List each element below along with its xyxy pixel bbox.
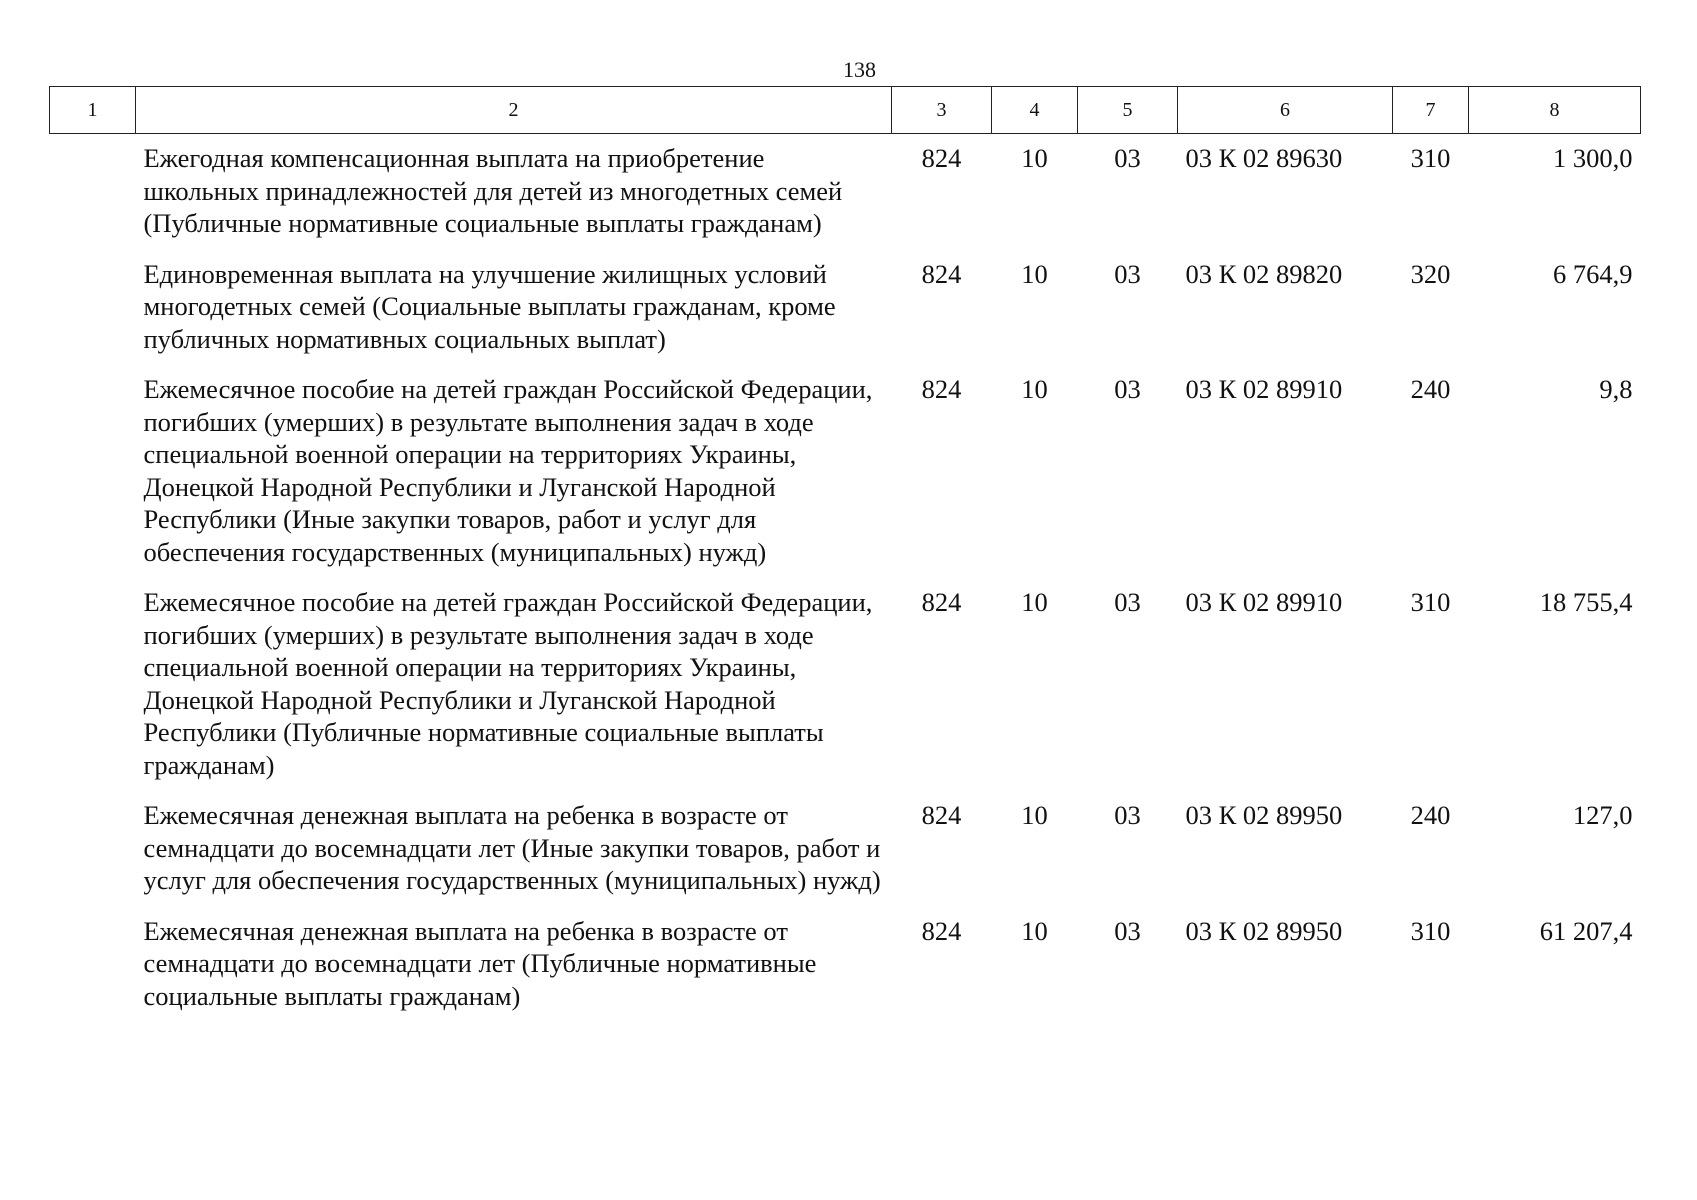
row-expense-type: 310 [1410, 915, 1451, 946]
row-ministry: 824 [921, 587, 962, 617]
row-target-article: 03 К 02 89910 [1185, 587, 1343, 617]
row-col1 [50, 586, 136, 799]
table-row [50, 134, 1641, 258]
row-target-article: 03 К 02 89910 [1185, 374, 1343, 404]
row-ministry: 824 [921, 800, 962, 830]
row-subsection: 03 [1114, 258, 1141, 289]
row-amount: 61 207,4 [1539, 915, 1633, 946]
row-subsection: 03 [1114, 374, 1141, 404]
row-expense-type: 320 [1410, 258, 1451, 289]
row-section: 10 [1021, 374, 1048, 404]
row-expense-type: 310 [1410, 587, 1451, 617]
row-amount: 18 755,4 [1539, 587, 1633, 617]
budget-table [49, 86, 1641, 1030]
table-row [50, 373, 1641, 586]
row-description: Ежемесячная денежная выплата на ребенка в возрасте от семнадцати до восемнадцати лет (Публичные нормативные социальные выплаты гражданам) [143, 915, 817, 1011]
row-section: 10 [1021, 258, 1048, 289]
column-header-7: 7 [1393, 87, 1469, 134]
row-amount: 6 764,9 [1553, 258, 1633, 289]
row-subsection: 03 [1114, 800, 1141, 830]
row-col1 [50, 915, 136, 1031]
row-expense-type: 240 [1410, 800, 1451, 830]
row-description: Ежемесячная денежная выплата на ребенка в возрасте от семнадцати до восемнадцати лет (Иные закупки товаров, работ и услуг для обеспечения государственных (муниципальных) нужд) [143, 800, 881, 895]
row-subsection: 03 [1114, 915, 1141, 946]
row-col1 [50, 373, 136, 586]
table-row [50, 915, 1641, 1031]
row-amount: 9,8 [1599, 374, 1633, 404]
row-subsection: 03 [1114, 143, 1141, 173]
table-row [50, 258, 1641, 374]
row-section: 10 [1021, 915, 1048, 946]
row-expense-type: 240 [1410, 374, 1451, 404]
row-amount: 127,0 [1572, 800, 1633, 830]
table-row [50, 586, 1641, 799]
row-ministry: 824 [921, 915, 962, 946]
row-description: Единовременная выплата на улучшение жилищных условий многодетных семей (Социальные выплаты гражданам, кроме публичных нормативных социальных выплат) [143, 258, 836, 354]
row-section: 10 [1021, 800, 1048, 830]
table-row [50, 799, 1641, 915]
row-section: 10 [1021, 587, 1048, 617]
page-number: 138 [843, 57, 876, 82]
row-subsection: 03 [1114, 587, 1141, 617]
row-target-article: 03 К 02 89950 [1185, 800, 1343, 830]
row-target-article: 03 К 02 89820 [1185, 258, 1343, 289]
column-header-6: 6 [1178, 87, 1393, 134]
column-header-1: 1 [50, 87, 136, 134]
row-ministry: 824 [921, 258, 962, 289]
row-col1 [50, 258, 136, 374]
row-description: Ежегодная компенсационная выплата на приобретение школьных принадлежностей для детей из многодетных семей (Публичные нормативные социальные выплаты гражданам) [143, 143, 843, 238]
column-header-8: 8 [1469, 87, 1641, 134]
row-col1 [50, 799, 136, 915]
row-col1 [50, 134, 136, 258]
row-section: 10 [1021, 143, 1048, 173]
column-header-3: 3 [892, 87, 992, 134]
row-description: Ежемесячное пособие на детей граждан Российской Федерации, погибших (умерших) в результате выполнения задач в ходе специальной военной операции на территориях Украины, Донецкой Народной Республики и Луганской Народной Республики (Публичные нормативные социальные выплаты гражданам) [143, 587, 873, 780]
column-header-2: 2 [136, 87, 892, 134]
row-target-article: 03 К 02 89630 [1185, 143, 1343, 173]
column-header-5: 5 [1078, 87, 1178, 134]
row-expense-type: 310 [1410, 143, 1451, 173]
row-target-article: 03 К 02 89950 [1185, 915, 1343, 946]
row-ministry: 824 [921, 143, 962, 173]
header-row [50, 87, 1641, 134]
row-ministry: 824 [921, 374, 962, 404]
row-amount: 1 300,0 [1553, 143, 1633, 173]
row-description: Ежемесячное пособие на детей граждан Российской Федерации, погибших (умерших) в результате выполнения задач в ходе специальной военной операции на территориях Украины, Донецкой Народной Республики и Луганской Народной Республики (Иные закупки товаров, работ и услуг для обеспечения государственных (муниципальных) нужд) [143, 374, 873, 567]
column-header-4: 4 [992, 87, 1078, 134]
